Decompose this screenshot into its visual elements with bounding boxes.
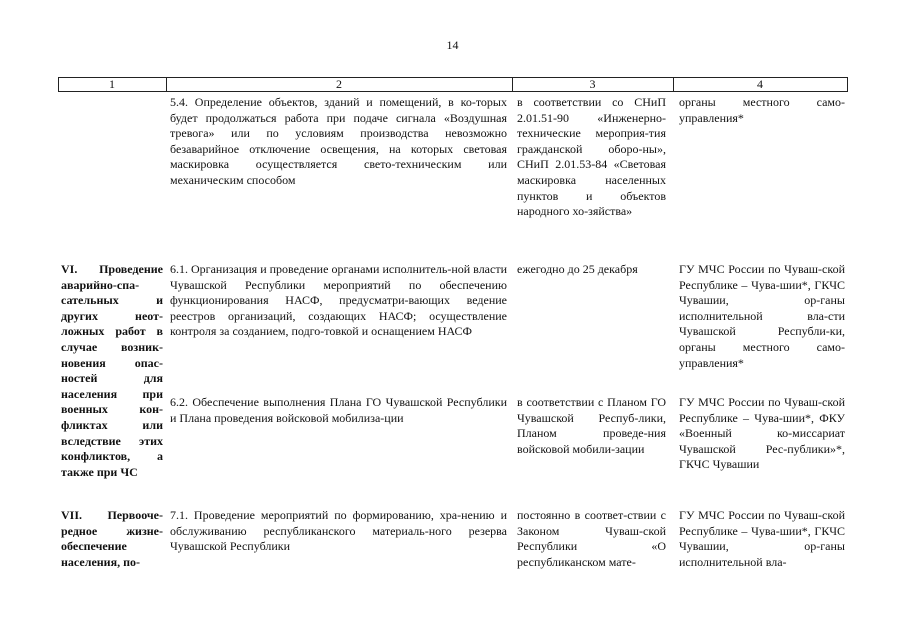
table-cell-responsible: органы местного само-управления* bbox=[679, 95, 845, 125]
column-number-4: 4 bbox=[757, 77, 763, 91]
table-border-right bbox=[847, 77, 848, 92]
column-number-3: 3 bbox=[589, 77, 596, 91]
table-cell-measure: 7.1. Проведение мероприятий по формированию, хра-нению и обслуживанию республиканского материаль-ного резерва Чувашской Республики bbox=[170, 508, 507, 554]
table-header-bottom-rule bbox=[58, 91, 848, 92]
table-cell-deadline: постоянно в соответ-ствии с Законом Чуваш-ской Республики «О республиканском мате- bbox=[517, 508, 666, 569]
table-cell-measure: 6.1. Организация и проведение органами исполнитель-ной власти Чувашской Республики мероприятий по обеспечению функционирования НАСФ, предусматри-вающих ведение реестров организаций, создающих НАСФ; осуществление контроля за созданием, подго-товкой и оснащением НАСФ bbox=[170, 262, 507, 339]
table-cell-deadline: ежегодно до 25 декабря bbox=[517, 262, 638, 276]
table-cell-deadline: в соответствии с Планом ГО Чувашской Респуб-лики, Планом проведе-ния войсковой мобили-зации bbox=[517, 395, 666, 456]
table-cell-deadline: в соответствии со СНиП 2.01.51-90 «Инженерно-технические мероприя-тия гражданской оборо-ны», СНиП 2.01.53-84 «Световая маскировка населенных пунктов и объектов народного хо-зяйства» bbox=[517, 95, 666, 219]
table-cell-responsible: ГУ МЧС России по Чуваш-ской Республике – Чува-шии*, ГКЧС Чувашии, ор-ганы исполнительной вла-сти Чувашской Республи-ки, органы местного само-управления* bbox=[679, 262, 845, 370]
page-number: 14 bbox=[446, 38, 459, 52]
column-number-2: 2 bbox=[336, 77, 342, 91]
section-title: VII. Первооче-редное жизне-обеспечение населения, по- bbox=[61, 508, 163, 569]
table-cell-responsible: ГУ МЧС России по Чуваш-ской Республике – Чува-шии*, ФКУ «Военный ко-миссариат Чувашской Рес-публики»*, ГКЧС Чувашии bbox=[679, 395, 845, 472]
section-title: VI. Проведение аварийно-спа-сательных и других неот-ложных работ в случае возник-новения опас-ностей для населения при военных кон-фликтах или вследствие этих конфликтов, а также при ЧС bbox=[61, 262, 163, 479]
table-cell-responsible: ГУ МЧС России по Чуваш-ской Республике – Чува-шии*, ГКЧС Чувашии, ор-ганы исполнительной вла- bbox=[679, 508, 845, 569]
table-cell-measure: 6.2. Обеспечение выполнения Плана ГО Чувашской Республики и Плана проведения войсковой мобилиза-ции bbox=[170, 395, 507, 425]
column-number-1: 1 bbox=[109, 77, 115, 91]
table-cell-measure: 5.4. Определение объектов, зданий и помещений, в ко-торых будет продолжаться работа при подаче сигнала «Воздушная тревога» или по условиям производства невозможно безаварийное отключение освещения, на которых световая маскировка осуществляется свето-техническим или механическим способом bbox=[170, 95, 507, 187]
